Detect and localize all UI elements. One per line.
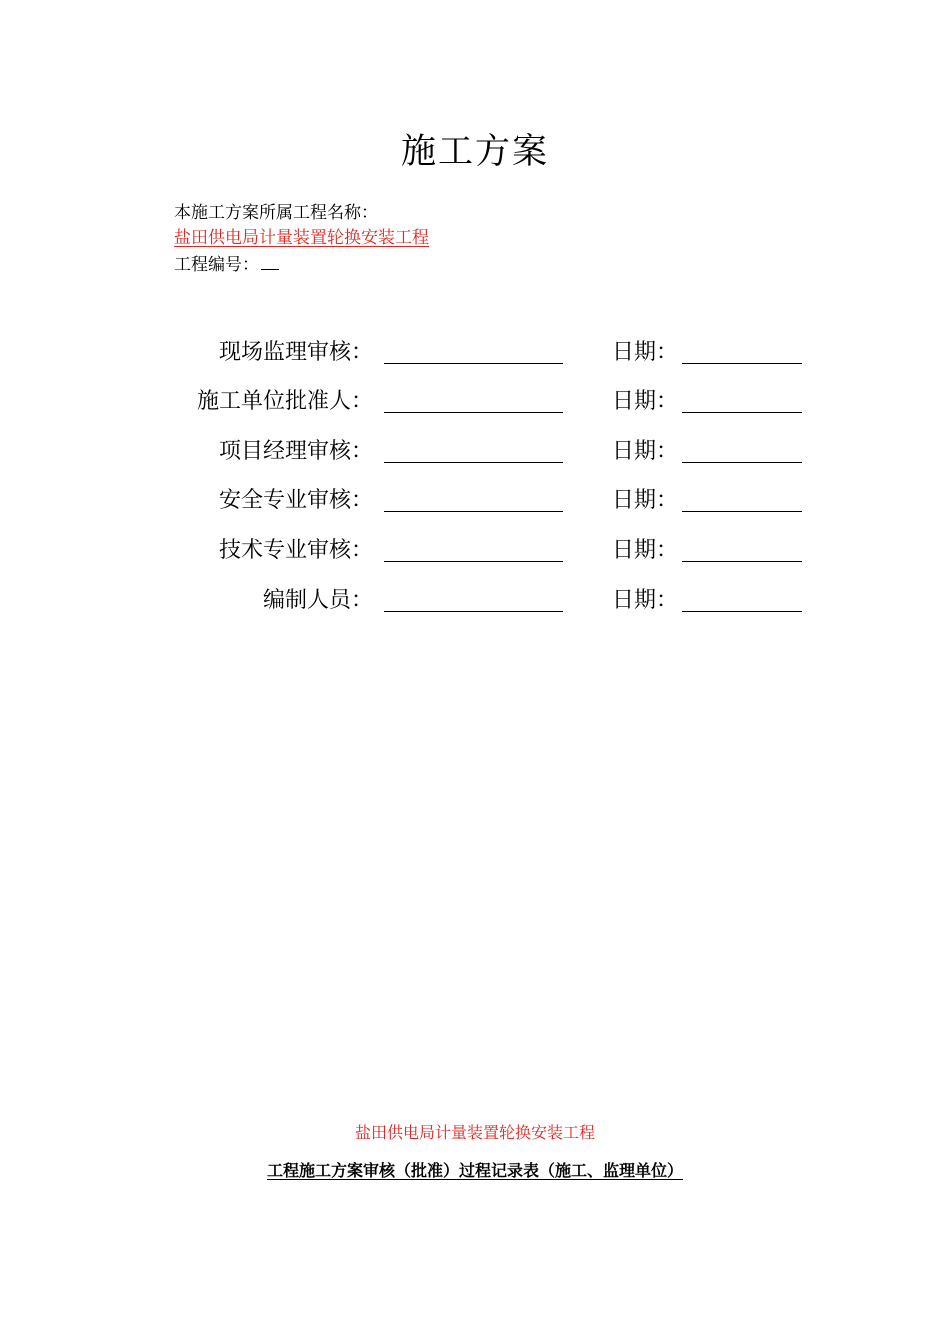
- signature-label: 技术专业审核：: [218, 538, 373, 563]
- signature-row: [0, 580, 950, 620]
- date-label: 日期：: [612, 439, 679, 464]
- project-name: 盐田供电局计量装置轮换安装工程: [174, 228, 429, 248]
- project-name-label: 本施工方案所属工程名称：: [174, 203, 378, 223]
- signature-line: [384, 561, 563, 562]
- date-label: 日期：: [612, 389, 679, 414]
- signature-row: [0, 431, 950, 471]
- signature-line: [384, 462, 563, 463]
- date-line: [682, 412, 802, 413]
- date-label: 日期：: [612, 340, 679, 365]
- date-line: [682, 462, 802, 463]
- document-title: 施工方案: [400, 132, 549, 172]
- date-label: 日期：: [612, 538, 679, 563]
- signature-row: [0, 332, 950, 372]
- footer-record-title: 工程施工方案审核（批准）过程记录表（施工、监理单位）: [266, 1161, 683, 1180]
- signature-line: [384, 412, 563, 413]
- footer-project-name: 盐田供电局计量装置轮换安装工程: [354, 1123, 595, 1142]
- project-code-blank: [261, 252, 279, 270]
- signature-line: [384, 363, 563, 364]
- date-line: [682, 511, 802, 512]
- signature-label: 安全专业审核：: [218, 488, 373, 513]
- signature-label: 施工单位批准人：: [196, 389, 373, 414]
- signature-label: 编制人员：: [262, 588, 373, 613]
- signature-line: [384, 611, 563, 612]
- signature-row: [0, 480, 950, 520]
- signature-label: 项目经理审核：: [218, 439, 373, 464]
- date-line: [682, 561, 802, 562]
- date-label: 日期：: [612, 488, 679, 513]
- signature-label: 现场监理审核：: [218, 340, 373, 365]
- project-code-label: 工程编号：: [174, 255, 259, 275]
- signature-row: [0, 530, 950, 570]
- date-line: [682, 611, 802, 612]
- signature-line: [384, 511, 563, 512]
- signature-row: [0, 381, 950, 421]
- project-code-row: [174, 252, 279, 277]
- date-line: [682, 363, 802, 364]
- date-label: 日期：: [612, 588, 679, 613]
